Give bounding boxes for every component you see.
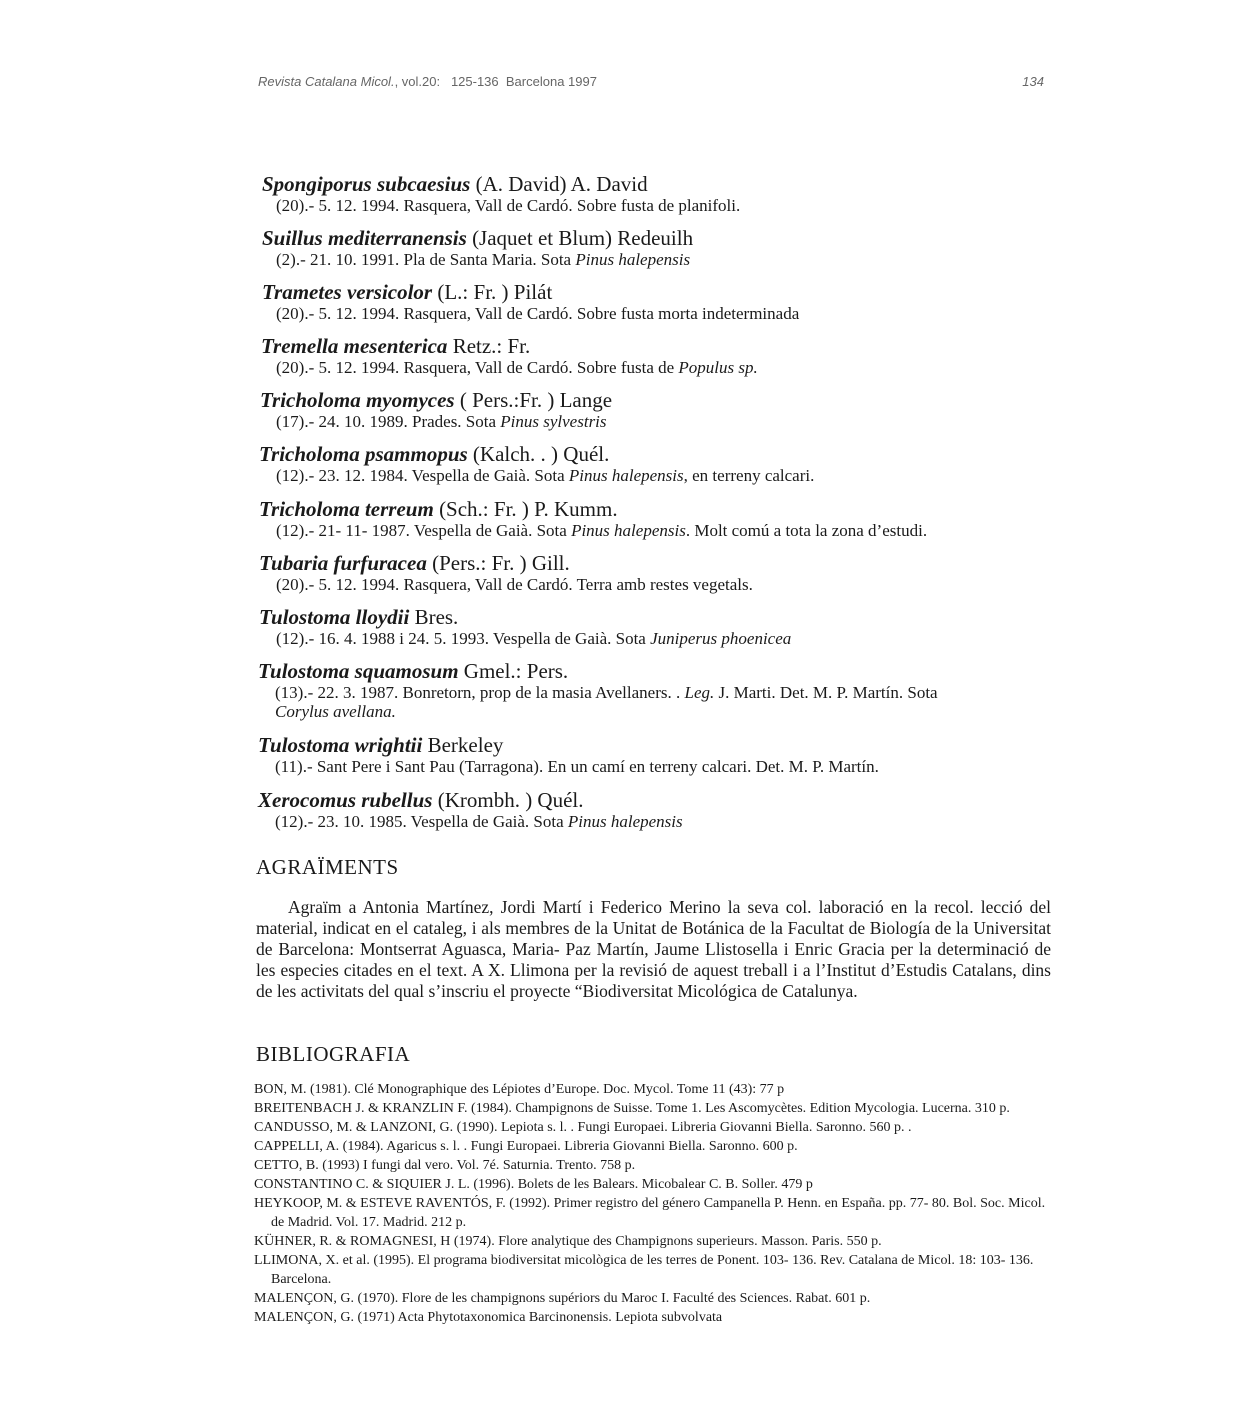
acknowledgements-body	[256, 897, 1051, 1002]
species-name: Tulostoma squamosum	[258, 659, 459, 683]
species-name: Tulostoma lloydii	[259, 605, 410, 629]
species-record: (12).- 23. 12. 1984. Vespella de Gaià. Sota Pinus halepensis, en terreny calcari.	[276, 466, 815, 485]
species-name: Tubaria furfuracea	[259, 551, 427, 575]
species-entry	[0, 605, 1240, 648]
species-entry	[0, 733, 1240, 776]
species-name: Spongiporus subcaesius	[262, 172, 471, 196]
species-heading	[0, 172, 1240, 196]
species-record: (12).- 21- 11- 1987. Vespella de Gaià. Sota Pinus halepensis. Molt comú a tota la zona d’estudi.	[276, 521, 928, 540]
species-entry	[0, 442, 1240, 485]
species-name: Xerocomus rubellus	[258, 788, 433, 812]
species-entry	[0, 334, 1240, 377]
species-author: Gmel.: Pers.	[458, 659, 569, 683]
species-name: Tricholoma terreum	[259, 497, 434, 521]
species-heading	[0, 551, 1240, 575]
species-record: (11).- Sant Pere i Sant Pau (Tarragona). En un camí en terreny calcari. Det. M. P. Martín.	[275, 757, 879, 776]
running-header	[258, 74, 1044, 96]
species-entry	[0, 226, 1240, 269]
species-heading	[0, 788, 1240, 812]
species-heading	[0, 605, 1240, 629]
species-name: Suillus mediterranensis	[262, 226, 467, 250]
species-heading	[0, 659, 1240, 683]
bibliography-entry: HEYKOOP, M. & ESTEVE RAVENTÓS, F. (1992). Primer registro del género Campanella P. Henn. en España. pp. 77- 80. Bol. Soc. Micol. de Madrid. Vol. 17. Madrid. 212 p.	[254, 1196, 1046, 1230]
bibliography-entry: CETTO, B. (1993) I fungi dal vero. Vol. 7é. Saturnia. Trento. 758 p.	[254, 1158, 636, 1173]
bibliography-list	[254, 1080, 1054, 1327]
species-record: (20).- 5. 12. 1994. Rasquera, Vall de Cardó. Sobre fusta de Populus sp.	[276, 358, 758, 377]
species-author: (Krombh. ) Quél.	[432, 788, 584, 812]
bibliography-title: BIBLIOGRAFIA	[256, 1042, 411, 1066]
bibliography-entry: CAPPELLI, A. (1984). Agaricus s. l. . Fungi Europaei. Libreria Giovanni Biella. Saronno. 600 p.	[254, 1139, 798, 1154]
species-entry	[0, 280, 1240, 323]
species-record: (17).- 24. 10. 1989. Prades. Sota Pinus sylvestris	[276, 412, 607, 431]
species-record: (12).- 16. 4. 1988 i 24. 5. 1993. Vespella de Gaià. Sota Juniperus phoenicea	[276, 629, 792, 648]
species-record: (12).- 23. 10. 1985. Vespella de Gaià. Sota Pinus halepensis	[275, 812, 683, 831]
host-name: Pinus halepensis	[575, 250, 691, 269]
species-heading	[0, 497, 1240, 521]
species-author: (Pers.: Fr. ) Gill.	[426, 551, 570, 575]
species-record: (2).- 21. 10. 1991. Pla de Santa Maria. Sota Pinus halepensis	[276, 250, 691, 269]
species-author: (L.: Fr. ) Pilát	[432, 280, 553, 304]
species-author: Bres.	[409, 605, 459, 629]
species-heading	[0, 226, 1240, 250]
bibliography-entry: LLIMONA, X. et al. (1995). El programa biodiversitat micològica de les terres de Ponent. 103- 136. Rev. Catalana de Micol. 18: 103- 136. Barcelona.	[254, 1253, 1034, 1287]
bibliography-entry: KÜHNER, R. & ROMAGNESI, H (1974). Flore analytique des Champignons superieurs. Masson. Paris. 550 p.	[254, 1234, 882, 1249]
species-record: (20).- 5. 12. 1994. Rasquera, Vall de Cardó. Terra amb restes vegetals.	[276, 575, 753, 594]
bibliography-entry: MALENÇON, G. (1970). Flore de les champignons supériors du Maroc I. Faculté des Sciences. Rabat. 601 p.	[254, 1291, 871, 1306]
species-author: Retz.: Fr.	[447, 334, 531, 358]
species-author: Berkeley	[422, 733, 504, 757]
species-heading	[0, 388, 1240, 412]
bibliography-entry: MALENÇON, G. (1971) Acta Phytotaxonomica Barcinonensis. Lepiota subvolvata	[254, 1310, 723, 1325]
host-name: Pinus halepensis	[568, 466, 684, 485]
species-entry	[0, 172, 1240, 215]
species-name: Tricholoma myomyces	[260, 388, 455, 412]
host-name: Pinus sylvestris	[500, 412, 607, 431]
species-record: (20).- 5. 12. 1994. Rasquera, Vall de Cardó. Sobre fusta morta indeterminada	[276, 304, 800, 323]
species-author: ( Pers.:Fr. ) Lange	[454, 388, 613, 412]
species-author: (Sch.: Fr. ) P. Kumm.	[433, 497, 618, 521]
species-name: Tremella mesenterica	[261, 334, 448, 358]
species-record: (20).- 5. 12. 1994. Rasquera, Vall de Cardó. Sobre fusta de planifoli.	[276, 196, 741, 215]
acknowledgements-title: AGRAÏMENTS	[256, 855, 399, 879]
page-number: 134	[1022, 74, 1044, 89]
species-name: Tulostoma wrightii	[258, 733, 423, 757]
host-name: Pinus halepensis	[571, 521, 686, 540]
species-entry	[0, 659, 1240, 721]
bibliography-entry: CANDUSSO, M. & LANZONI, G. (1990). Lepiota s. l. . Fungi Europaei. Libreria Giovanni Biella. Saronno. 560 p. .	[254, 1120, 912, 1135]
journal-name: Revista Catalana Micol.	[258, 74, 395, 89]
species-name: Tricholoma psammopus	[259, 442, 468, 466]
host-name: Populus sp.	[678, 358, 758, 377]
journal-volume: , vol.20:	[394, 74, 441, 89]
species-heading	[0, 442, 1240, 466]
species-record: (13).- 22. 3. 1987. Bonretorn, prop de la masia Avellaners. . Leg. J. Marti. Det. M. P. Martín. Sota	[275, 683, 938, 702]
bibliography-entry: CONSTANTINO C. & SIQUIER J. L. (1996). Bolets de les Balears. Micobalear C. B. Soller. 479 p	[254, 1177, 813, 1192]
host-name: Juniperus phoenicea	[650, 629, 792, 648]
species-entry	[0, 388, 1240, 431]
species-author: (A. David) A. David	[470, 172, 648, 196]
species-author: (Kalch. . ) Quél.	[467, 442, 610, 466]
species-entry	[0, 551, 1240, 594]
species-name: Trametes versicolor	[262, 280, 433, 304]
species-heading	[0, 334, 1240, 358]
species-entry	[0, 497, 1240, 540]
bibliography-entry: BON, M. (1981). Clé Monographique des Lépiotes d’Europe. Doc. Mycol. Tome 11 (43): 77 p	[254, 1082, 785, 1097]
acknowledgements-text: Agraïm a Antonia Martínez, Jordi Martí i Federico Merino la seva col. laboració en la recol. lecció del material, indicat en el cataleg, i als membres de la Unitat de Botánica de la Facultat de Biología de la Universitat de Barcelona: Montserrat Aguasca, Maria- Paz Martín, Jaume Llistosella i Enric Gracia per la determinació de les especies citades en el text. A X. Llimona per la revisió de aquest treball i a l’Institut d’Estudis Catalans, dins de les activitats del qual s’inscriu el proyecte “Biodiversitat Micológica de Catalunya.	[256, 897, 1051, 1001]
journal-pages: 125-136	[450, 74, 499, 89]
species-author: (Jaquet et Blum) Redeuilh	[466, 226, 694, 250]
journal-citation	[258, 74, 597, 89]
species-entry	[0, 788, 1240, 831]
host-name: Pinus halepensis	[567, 812, 683, 831]
host-name: Corylus avellana.	[275, 702, 396, 721]
bibliography-entry: BREITENBACH J. & KRANZLIN F. (1984). Champignons de Suisse. Tome 1. Les Ascomycètes. Edition Mycologia. Lucerna. 310 p.	[254, 1101, 1010, 1116]
species-heading	[0, 733, 1240, 757]
species-record-continued	[0, 702, 1240, 721]
species-heading	[0, 280, 1240, 304]
journal-place-year: Barcelona 1997	[505, 74, 597, 89]
